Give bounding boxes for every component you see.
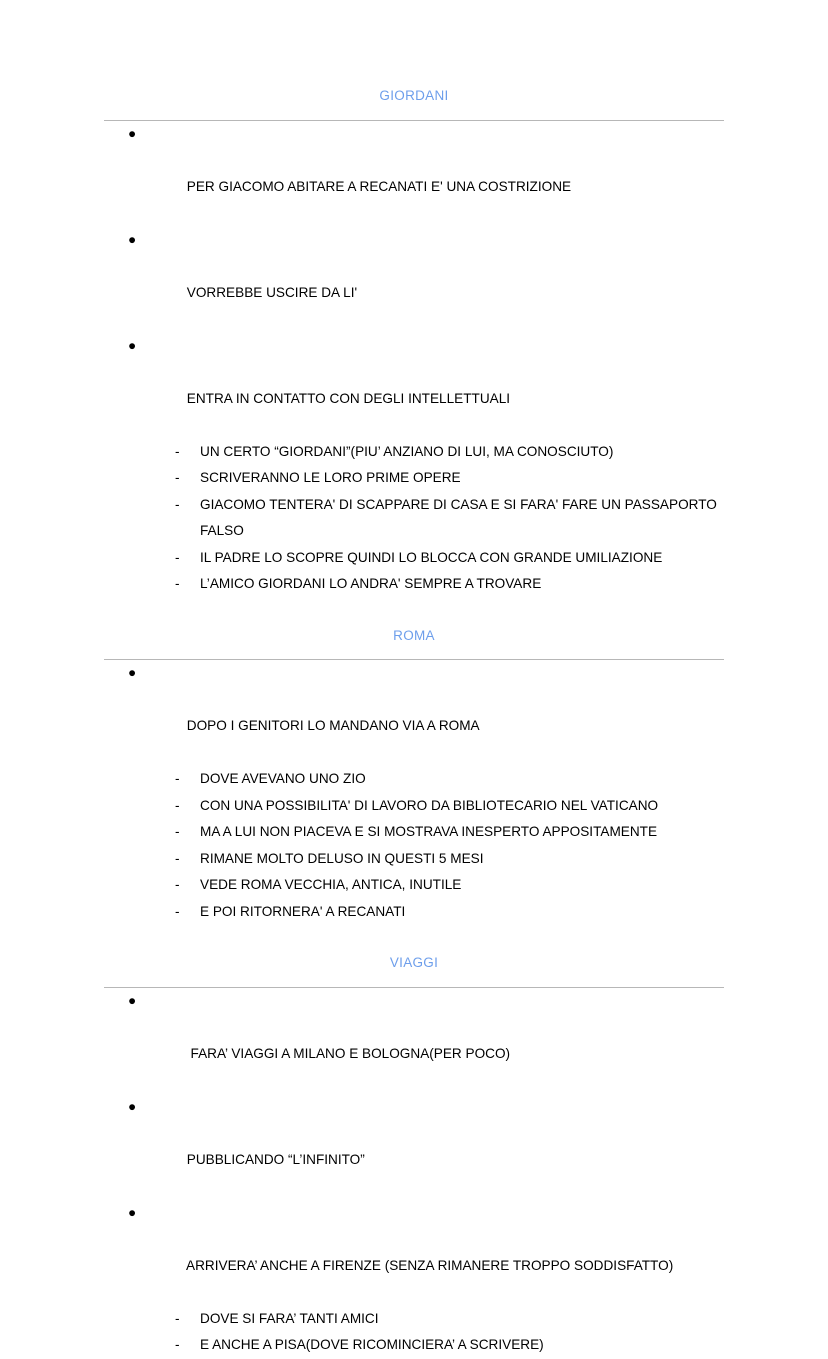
sub-list-item-text: DOVE AVEVANO UNO ZIO: [200, 771, 366, 787]
list-item: [104, 660, 724, 766]
sub-list-item-text: UN CERTO “GIORDANI”(PIU’ ANZIANO DI LUI, MA CONOSCIUTO): [200, 443, 614, 459]
dash-marker-icon: -: [175, 797, 180, 813]
list-item: [104, 121, 724, 227]
dash-marker-icon: -: [175, 877, 180, 893]
dash-marker-icon: -: [175, 824, 180, 840]
sub-list-item: [104, 571, 724, 598]
list-item: [104, 1200, 724, 1306]
sub-list-item-text: IL PADRE LO SCOPRE QUINDI LO BLOCCA CON GRANDE UMILIAZIONE: [200, 549, 663, 565]
sub-list-item-text: GIACOMO TENTERA' DI SCAPPARE DI CASA E SI FARA' FARE UN PASSAPORTO FALSO: [200, 496, 717, 539]
sub-list-item: [104, 465, 724, 492]
sub-list-item: [104, 492, 724, 545]
bullet-marker-icon: ●: [128, 992, 137, 1008]
section-viaggi: [104, 953, 724, 1359]
sub-list-item: [104, 1332, 724, 1359]
section-heading: ROMA: [393, 627, 435, 643]
list-item-text: ARRIVERA’ ANCHE A FIRENZE (SENZA RIMANERE TROPPO SODDISFATTO): [186, 1257, 674, 1273]
dash-marker-icon: -: [175, 470, 180, 486]
list-item-text: DOPO I GENITORI LO MANDANO VIA A ROMA: [186, 718, 480, 734]
dash-marker-icon: -: [175, 1310, 180, 1326]
bullet-marker-icon: ●: [128, 337, 137, 353]
section-heading: GIORDANI: [379, 88, 449, 103]
sub-list-item-text: CON UNA POSSIBILITA' DI LAVORO DA BIBLIOTECARIO NEL VATICANO: [200, 797, 659, 813]
dash-marker-icon: -: [175, 850, 180, 866]
list-item-text: PUBBLICANDO “L’INFINITO”: [186, 1151, 365, 1167]
sub-list-item-text: VEDE ROMA VECCHIA, ANTICA, INUTILE: [200, 877, 462, 893]
sub-list-item: [104, 766, 724, 793]
dash-marker-icon: -: [175, 576, 180, 592]
sub-list-item: [104, 545, 724, 572]
sub-list-item-text: RIMANE MOLTO DELUSO IN QUESTI 5 MESI: [200, 850, 484, 866]
bullet-marker-icon: ●: [128, 1204, 137, 1220]
sub-bullet-list: [104, 439, 724, 598]
document-body: [104, 86, 724, 1359]
sub-list-item-text: L’AMICO GIORDANI LO ANDRA' SEMPRE A TROVARE: [200, 576, 542, 592]
bullet-marker-icon: ●: [128, 665, 137, 681]
list-item-text: VORREBBE USCIRE DA LI': [186, 284, 358, 300]
dash-marker-icon: -: [175, 903, 180, 919]
list-item-text: PER GIACOMO ABITARE A RECANATI E' UNA COSTRIZIONE: [186, 178, 572, 194]
dash-marker-icon: -: [175, 549, 180, 565]
sub-list-item: [104, 899, 724, 926]
section-heading: VIAGGI: [389, 955, 439, 971]
list-item: [104, 333, 724, 439]
list-item: [104, 227, 724, 333]
sub-list-item-text: DOVE SI FARA’ TANTI AMICI: [200, 1310, 379, 1326]
bullet-marker-icon: ●: [128, 231, 137, 247]
sub-list-item: [104, 439, 724, 466]
sub-bullet-list: [104, 1306, 724, 1359]
bullet-list: [104, 988, 724, 1359]
bullet-list: [104, 121, 724, 598]
dash-marker-icon: -: [175, 443, 180, 459]
dash-marker-icon: -: [175, 771, 180, 787]
dash-marker-icon: -: [175, 496, 180, 512]
list-item: [104, 1094, 724, 1200]
sub-bullet-list: [104, 766, 724, 925]
sub-list-item: [104, 1306, 724, 1333]
sub-list-item-text: E ANCHE A PISA(DOVE RICOMINCIERA’ A SCRIVERE): [200, 1337, 544, 1353]
sub-list-item-text: E POI RITORNERA' A RECANATI: [200, 903, 406, 919]
bullet-marker-icon: ●: [128, 125, 137, 141]
list-item-text: FARA’ VIAGGI A MILANO E BOLOGNA(PER POCO): [186, 1045, 511, 1061]
section-roma: [104, 626, 724, 926]
sub-list-item: [104, 846, 724, 873]
sub-list-item-text: MA A LUI NON PIACEVA E SI MOSTRAVA INESPERTO APPOSITAMENTE: [200, 824, 658, 840]
sub-list-item: [104, 793, 724, 820]
bullet-marker-icon: ●: [128, 1098, 137, 1114]
bullet-list: [104, 660, 724, 925]
dash-marker-icon: -: [175, 1337, 180, 1353]
list-item-text: ENTRA IN CONTATTO CON DEGLI INTELLETTUALI: [186, 390, 511, 406]
sub-list-item-text: SCRIVERANNO LE LORO PRIME OPERE: [200, 470, 461, 486]
list-item: [104, 988, 724, 1094]
sub-list-item: [104, 819, 724, 846]
section-spacer: [104, 598, 724, 626]
sub-list-item: [104, 872, 724, 899]
section-spacer: [104, 925, 724, 953]
section-giordani: [104, 86, 724, 598]
